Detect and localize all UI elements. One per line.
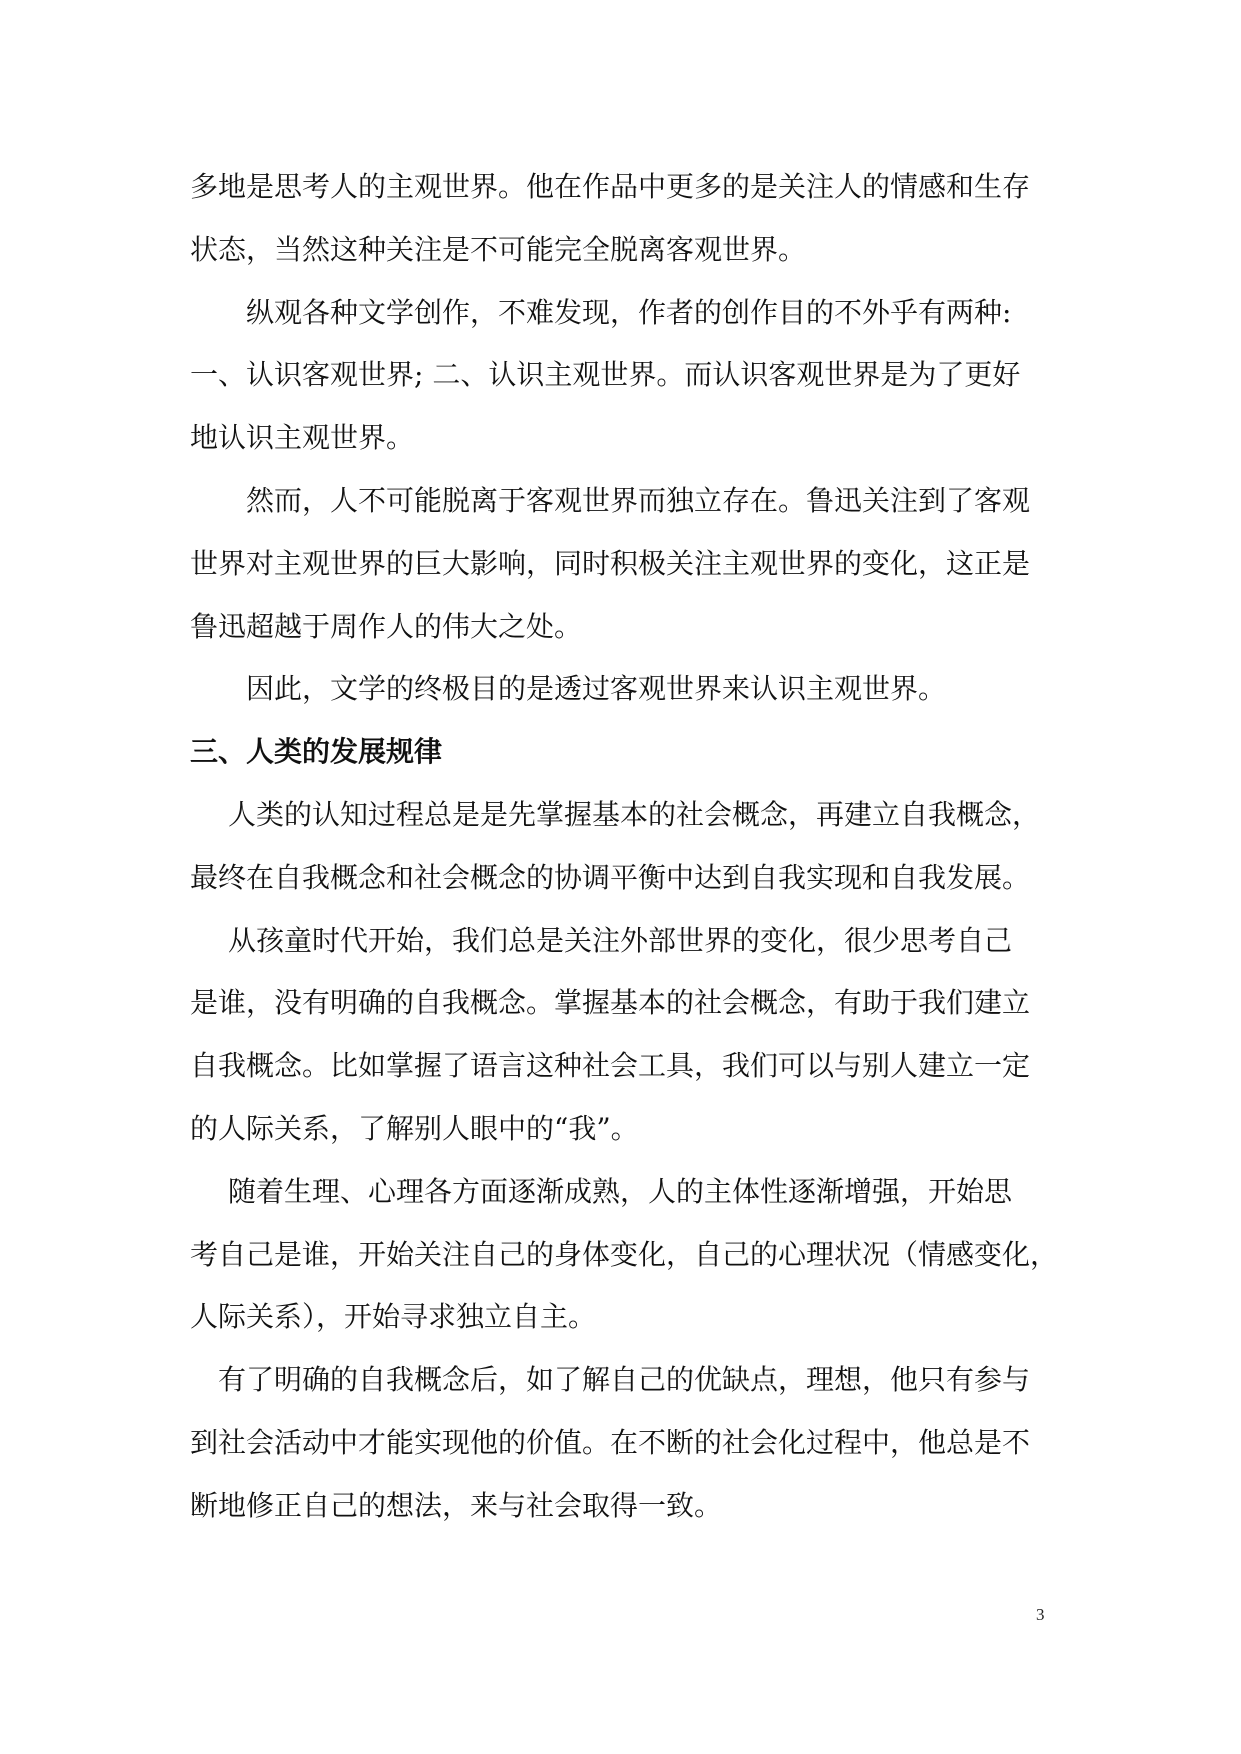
text-line: 的人际关系，了解别人眼中的“我”。 <box>190 1111 639 1145</box>
text-line: 纵观各种文学创作，不难发现，作者的创作目的不外乎有两种: <box>246 295 1012 329</box>
text-line: 断地修正自己的想法，来与社会取得一致。 <box>190 1488 723 1522</box>
text-line: 从孩童时代开始，我们总是关注外部世界的变化，很少思考自己 <box>228 923 1013 957</box>
text-line: 自我概念。比如掌握了语言这种社会工具，我们可以与别人建立一定 <box>190 1049 1031 1083</box>
text-line: 世界对主观世界的巨大影响，同时积极关注主观世界的变化，这正是 <box>190 546 1031 580</box>
text-line: 最终在自我概念和社会概念的协调平衡中达到自我实现和自我发展。 <box>190 860 1031 894</box>
text-line: 是谁，没有明确的自我概念。掌握基本的社会概念，有助于我们建立 <box>190 986 1031 1020</box>
text-line: 有了明确的自我概念后，如了解自己的优缺点，理想，他只有参与 <box>218 1363 1031 1397</box>
text-line: 多地是思考人的主观世界。他在作品中更多的是关注人的情感和生存 <box>190 170 1031 203</box>
body-text <box>190 156 1058 1538</box>
text-line: 随着生理、心理各方面逐渐成熟，人的主体性逐渐增强，开始思 <box>228 1174 1013 1208</box>
text-line: 到社会活动中才能实现他的价值。在不断的社会化过程中，他总是不 <box>190 1425 1031 1459</box>
text-line: 人际关系），开始寻求独立自主。 <box>190 1300 597 1334</box>
section-heading: 三、人类的发展规律 <box>190 735 443 769</box>
text-line: 一、认识客观世界; 二、认识主观世界。而认识客观世界是为了更好 <box>190 358 1021 392</box>
text-line: 人类的认知过程总是是先掌握基本的社会概念，再建立自我概念， <box>228 797 1041 831</box>
text-line: 考自己是谁，开始关注自己的身体变化，自己的心理状况（情感变化， <box>190 1237 1058 1271</box>
text-line: 然而，人不可能脱离于客观世界而独立存在。鲁迅关注到了客观 <box>246 483 1031 517</box>
text-line: 地认识主观世界。 <box>190 421 415 455</box>
text-line: 因此，文学的终极目的是透过客观世界来认识主观世界。 <box>246 672 947 706</box>
text-line: 鲁迅超越于周作人的伟大之处。 <box>190 609 583 643</box>
page-number: 3 <box>1036 1605 1045 1624</box>
text-line: 状态，当然这种关注是不可能完全脱离客观世界。 <box>190 232 807 266</box>
